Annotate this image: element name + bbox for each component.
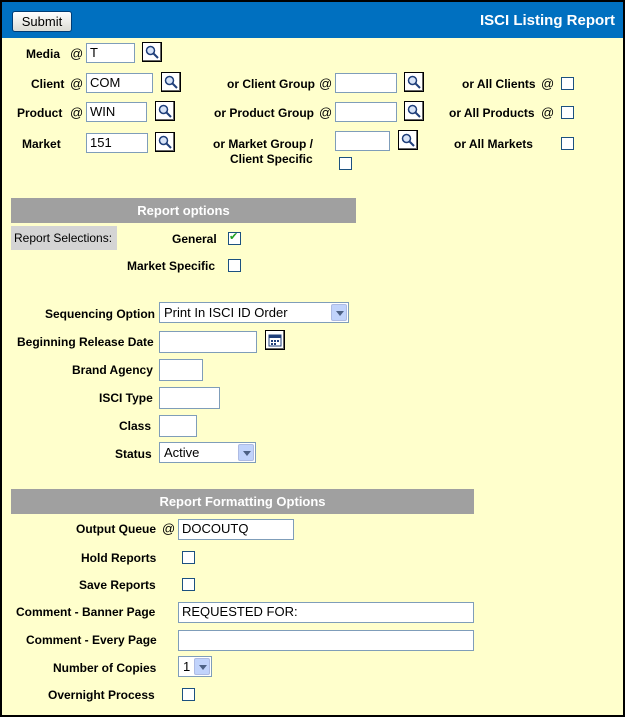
comment-banner-page-field[interactable]: REQUESTED FOR:: [178, 602, 474, 623]
all-products-label: or All Products: [449, 106, 535, 120]
hold-reports-checkbox[interactable]: [182, 551, 195, 564]
all-markets-label: or All Markets: [454, 137, 533, 151]
all-clients-checkbox[interactable]: [561, 77, 574, 90]
market-lookup-button[interactable]: [155, 132, 175, 152]
save-reports-checkbox[interactable]: [182, 578, 195, 591]
sequencing-option-select[interactable]: [159, 302, 349, 323]
magnifier-icon: [158, 135, 172, 149]
status-select[interactable]: [159, 442, 256, 463]
number-of-copies-label: Number of Copies: [53, 661, 157, 675]
save-reports-label: Save Reports: [79, 578, 156, 592]
product-group-label: or Product Group: [214, 106, 314, 120]
product-at-sign: @: [70, 105, 84, 120]
title-bar: [2, 2, 623, 38]
magnifier-icon: [145, 45, 159, 59]
hold-reports-label: Hold Reports: [81, 551, 157, 565]
all-clients-at-sign: @: [541, 76, 555, 91]
overnight-process-label: Overnight Process: [48, 688, 155, 702]
output-queue-label: Output Queue: [76, 522, 156, 536]
magnifier-icon: [407, 104, 421, 118]
product-group-field[interactable]: [335, 102, 397, 122]
market-group-label: or Market Group /: [213, 137, 314, 151]
media-field[interactable]: T: [86, 43, 135, 63]
market-group-lookup-button[interactable]: [398, 130, 418, 150]
all-clients-label: or All Clients: [462, 77, 536, 91]
client-at-sign: @: [70, 76, 84, 91]
brand-agency-field[interactable]: [159, 359, 203, 381]
client-group-lookup-button[interactable]: [404, 72, 424, 92]
product-label: Product: [17, 106, 63, 120]
report-options-header: Report options: [11, 198, 356, 223]
number-of-copies-select[interactable]: [178, 656, 212, 677]
media-lookup-button[interactable]: [142, 42, 162, 62]
magnifier-icon: [164, 75, 178, 89]
product-lookup-button[interactable]: [155, 101, 175, 121]
all-markets-checkbox[interactable]: [561, 137, 574, 150]
output-queue-at-sign: @: [162, 521, 176, 536]
chevron-down-icon[interactable]: [331, 304, 347, 321]
media-at-sign: @: [70, 46, 84, 61]
product-field[interactable]: WIN: [86, 102, 147, 122]
overnight-process-checkbox[interactable]: [182, 688, 195, 701]
class-field[interactable]: [159, 415, 197, 437]
client-label: Client: [31, 77, 65, 91]
all-products-checkbox[interactable]: [561, 106, 574, 119]
page-title: ISCI Listing Report: [480, 12, 615, 29]
client-specific-checkbox[interactable]: [339, 157, 352, 170]
isci-type-field[interactable]: [159, 387, 220, 409]
magnifier-icon: [158, 104, 172, 118]
report-selections-label: Report Selections:: [11, 226, 117, 250]
client-group-field[interactable]: [335, 73, 397, 93]
client-specific-label: Client Specific: [230, 152, 313, 166]
magnifier-icon: [407, 75, 421, 89]
client-group-at-sign: @: [319, 76, 333, 91]
calendar-icon: [268, 333, 282, 347]
output-queue-field[interactable]: DOCOUTQ: [178, 519, 294, 540]
product-group-lookup-button[interactable]: [404, 101, 424, 121]
magnifier-icon: [401, 133, 415, 147]
comment-every-page-field[interactable]: [178, 630, 474, 651]
calendar-button[interactable]: [265, 330, 285, 350]
status-label: Status: [115, 447, 152, 461]
market-specific-label: Market Specific: [127, 259, 216, 273]
chevron-down-icon[interactable]: [238, 444, 254, 461]
beginning-release-date-label: Beginning Release Date: [17, 335, 154, 349]
brand-agency-label: Brand Agency: [72, 363, 153, 377]
report-formatting-header: Report Formatting Options: [11, 489, 474, 514]
comment-banner-page-label: Comment - Banner Page: [16, 605, 156, 619]
beginning-release-date-field[interactable]: [159, 331, 257, 353]
sequencing-option-label: Sequencing Option: [45, 307, 155, 321]
all-products-at-sign: @: [541, 105, 555, 120]
chevron-down-icon[interactable]: [194, 658, 210, 675]
number-of-copies-value: 1: [183, 659, 191, 674]
status-value: Active: [164, 445, 200, 460]
comment-every-page-label: Comment - Every Page: [26, 633, 157, 647]
market-specific-checkbox[interactable]: [228, 259, 241, 272]
sequencing-option-value: Print In ISCI ID Order: [164, 305, 288, 320]
client-group-label: or Client Group: [227, 77, 315, 91]
class-label: Class: [119, 419, 152, 433]
market-group-field[interactable]: [335, 131, 390, 151]
general-checkbox[interactable]: [228, 232, 241, 245]
product-group-at-sign: @: [319, 105, 333, 120]
market-field[interactable]: 151: [86, 133, 148, 153]
media-label: Media: [26, 47, 61, 61]
client-field[interactable]: COM: [86, 73, 153, 93]
general-label: General: [172, 232, 217, 246]
market-label: Market: [22, 137, 61, 151]
client-lookup-button[interactable]: [161, 72, 181, 92]
isci-type-label: ISCI Type: [99, 391, 153, 405]
submit-button[interactable]: Submit: [12, 11, 72, 32]
